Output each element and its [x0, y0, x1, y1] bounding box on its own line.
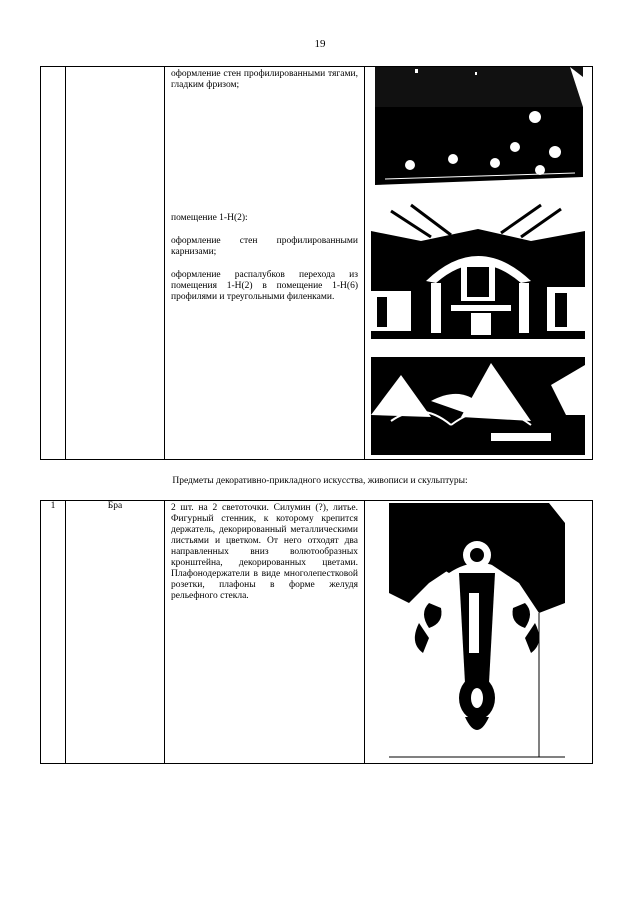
page-number: 19: [314, 38, 326, 50]
table-cell-photos: [365, 67, 593, 460]
item-number: 1: [41, 501, 66, 764]
description-paragraph: оформление стен профилированными карнизами;: [171, 236, 358, 257]
photo-vault-pendentives: [371, 345, 592, 455]
photo-sconce: [389, 503, 592, 759]
item-name: Бра: [66, 501, 165, 764]
description-table-1: [40, 66, 593, 460]
section-title: Предметы декоративно-прикладного искусства, живописи и скульптуры:: [172, 476, 468, 486]
item-photo-cell: [365, 501, 593, 764]
table-cell-number: [41, 67, 66, 460]
table-cell-name: [66, 67, 165, 460]
photo-arched-hall: [371, 201, 592, 339]
description-table-2: [40, 500, 593, 764]
item-description: 2 шт. на 2 светоточки. Силумин (?), литье. Фигурный стенник, к которому крепится держатель, декорированный металлическими листьями и цветком. От него отходят два направленных вниз волютообразных кронштейна, декорированных цветами. Плафонодержатели в виде многолепестковой розетки, плафоны в форме желудя рельефного стекла.: [171, 503, 358, 601]
item-description-cell: [165, 501, 365, 764]
description-paragraph: оформление распалубков перехода из помещения 1-Н(2) в помещение 1-Н(6) профилями и треугольными филенками.: [171, 270, 358, 302]
photo-ceiling-frieze: [375, 67, 592, 193]
table-cell-description: [165, 67, 365, 460]
description-paragraph: помещение 1-Н(2):: [171, 213, 248, 223]
description-paragraph: оформление стен профилированными тягами, гладким фризом;: [171, 69, 358, 90]
